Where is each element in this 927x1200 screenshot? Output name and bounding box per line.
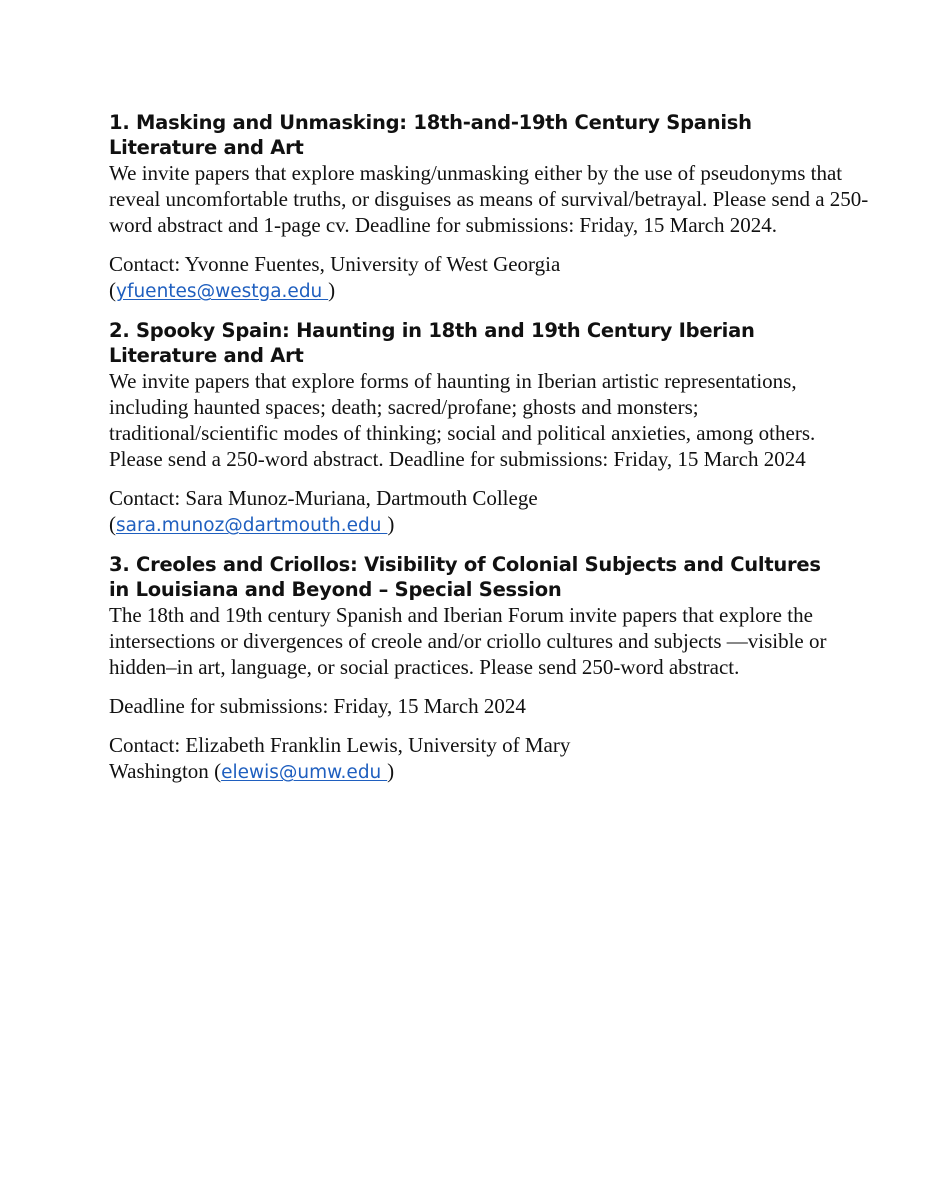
call-for-papers-3 (109, 552, 869, 786)
contact-text: Contact: Yvonne Fuentes, University of West Georgia (109, 252, 561, 276)
section-title-line-2: Literature and Art (109, 136, 304, 159)
document-page (109, 110, 869, 799)
section-title (109, 110, 869, 160)
call-for-papers-1 (109, 110, 869, 305)
section-title (109, 552, 869, 602)
section-description: We invite papers that explore masking/unmasking either by the use of pseudonyms that reveal uncomfortable truths, or disguises as means of survival/betrayal. Please send a 250-word abstract and 1-page cv. Deadline for submissions: Friday, 15 March 2024. (109, 161, 869, 237)
contact-text: Contact: Sara Munoz-Muriana, Dartmouth College (109, 486, 538, 510)
section-description: The 18th and 19th century Spanish and Iberian Forum invite papers that explore the intersections or divergences of creole and/or criollo cultures and subjects —visible or hidden–in art, language, or social practices. Please send 250-word abstract. (109, 603, 827, 679)
section-title-line-2: in Louisiana and Beyond – Special Session (109, 578, 562, 601)
section-contact: Contact: Sara Munoz-Muriana, Dartmouth College (sara.munoz@dartmouth.edu ) (109, 486, 538, 536)
section-title-line-1: 3. Creoles and Criollos: Visibility of Colonial Subjects and Cultures (109, 553, 821, 576)
section-description: We invite papers that explore forms of haunting in Iberian artistic representations, including haunted spaces; death; sacred/profane; ghosts and monsters; traditional/scientific modes of thinking; social and political anxieties, among others. Please send a 250-word abstract. Deadline for submissions: Friday, 15 March 2024 (109, 369, 816, 471)
contact-text-line-1: Contact: Elizabeth Franklin Lewis, University of Mary (109, 733, 571, 757)
contact-text-line-2: Washington (109, 759, 209, 783)
section-title-line-2: Literature and Art (109, 344, 304, 367)
contact-email-link[interactable]: sara.munoz@dartmouth.edu (116, 515, 388, 536)
section-title (109, 318, 869, 368)
section-contact: Contact: Yvonne Fuentes, University of West Georgia (yfuentes@westga.edu ) (109, 252, 561, 302)
call-for-papers-2 (109, 318, 869, 539)
contact-email-link[interactable]: elewis@umw.edu (221, 762, 388, 783)
section-title-line-1: 1. Masking and Unmasking: 18th-and-19th Century Spanish (109, 111, 752, 134)
section-contact: Contact: Elizabeth Franklin Lewis, University of Mary Washington (elewis@umw.edu ) (109, 733, 571, 783)
contact-email-link[interactable]: yfuentes@westga.edu (116, 281, 329, 302)
section-deadline: Deadline for submissions: Friday, 15 March 2024 (109, 694, 526, 718)
section-title-line-1: 2. Spooky Spain: Haunting in 18th and 19th Century Iberian (109, 319, 755, 342)
